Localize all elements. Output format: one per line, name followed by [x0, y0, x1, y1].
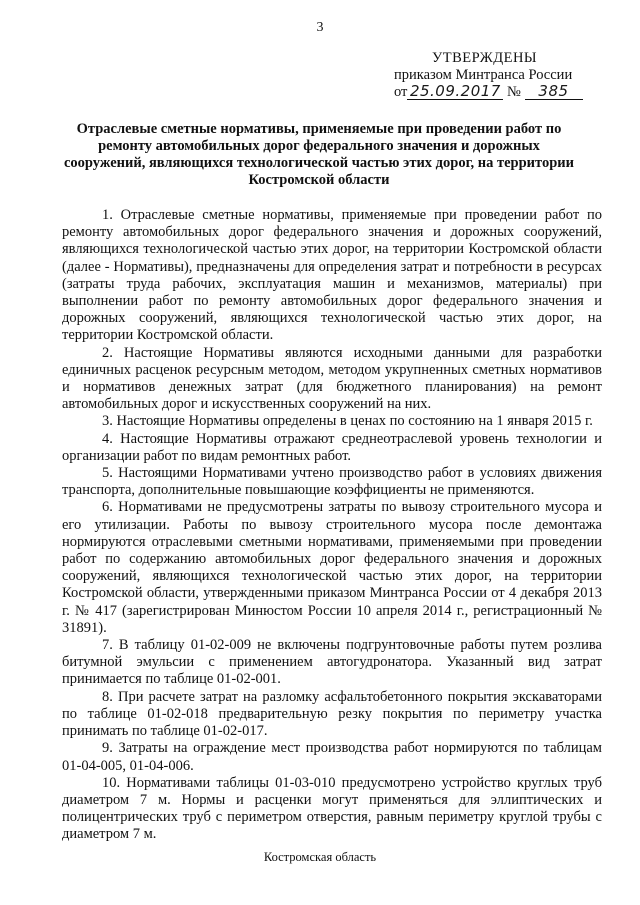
paragraph-4: 4. Настоящие Нормативы отражают среднеотраслевой уровень технологии и организации работ по видам ремонтных работ. [62, 430, 602, 464]
handwritten-number-value: 385 [538, 82, 569, 100]
number-prefix: № [507, 84, 521, 100]
date-prefix: от [394, 84, 408, 100]
paragraph-5: 5. Настоящими Нормативами учтено производство работ в условиях движения транспорта, дополнительные повышающие коэффициенты не применяются. [62, 465, 602, 499]
handwritten-number [525, 84, 583, 100]
document-body [62, 207, 602, 844]
paragraph-1: 1. Отраслевые сметные нормативы, применяемые при проведении работ по ремонту автомобильных дорог федерального значения и дорожных сооружений, являющихся технологической частью этих дорог, на территории Костромской области (далее - Нормативы), предназначены для определения затрат и потребности в ресурсах (затраты труда рабочих, эксплуатация машин и механизмов, материалы) при выполнении работ по ремонту автомобильных дорог федерального значения и дорожных сооружений, являющихся технологической частью этих дорог, на территории Костромской области. [62, 207, 602, 344]
paragraph-9: 9. Затраты на ограждение мест производства работ нормируются по таблицам 01-04-005, 01-04-006. [62, 740, 602, 774]
paragraph-8: 8. При расчете затрат на разломку асфальтобетонного покрытия экскаваторами по таблице 01-02-018 предварительную резку покрытия по периметру участка принимать по таблице 01-02-017. [62, 688, 602, 740]
handwritten-date [407, 84, 503, 100]
approval-order-line: приказом Минтранса России [394, 67, 573, 83]
page-footer: Костромская область [263, 850, 377, 864]
document-title: Отраслевые сметные нормативы, применяемые при проведении работ по ремонту автомобильных дорог федерального значения и дорожных сооружений, являющихся технологической частью этих дорог, на территории Костромской области [64, 121, 574, 188]
approval-date-line [394, 84, 614, 101]
approval-title: УТВЕРЖДЕНЫ [432, 50, 538, 66]
paragraph-6: 6. Нормативами не предусмотрены затраты по вывозу строительного мусора и его утилизации. Работы по вывозу строительного мусора после демонтажа нормируются отраслевыми сметными нормативами, применяемыми при проведении работ по содержанию автомобильных дорог федерального значения и дорожных сооружений, являющихся технологической частью этих дорог, на территории Костромской области, утвержденными приказом Минтранса России от 4 декабря 2013 г. № 417 (зарегистрирован Минюстом России 10 апреля 2014 г., регистрационный № 31891). [62, 499, 602, 636]
paragraph-7: 7. В таблицу 01-02-009 не включены подгрунтовочные работы путем розлива битумной эмульсии с применением автогудронатора. Указанный вид затрат принимается по таблице 01-02-001. [62, 637, 602, 688]
paragraph-2: 2. Настоящие Нормативы являются исходными данными для разработки единичных расценок ресурсным методом, методом укрупненных сметных нормативов и нормативов денежных затрат (для бюджетного планирования) на ремонт автомобильных дорог и искусственных сооружений на них. [62, 344, 602, 413]
paragraph-10: 10. Нормативами таблицы 01-03-010 предусмотрено устройство круглых труб диаметром 7 м. Нормы и расценки могут применяться для эллиптических и полицентрических труб с периметром отверстия, равным периметру круглой трубы с диаметром 7 м. [62, 774, 602, 843]
handwritten-date-value: 25.09.2017 [409, 82, 501, 100]
approval-stamp [394, 50, 614, 101]
paragraph-3: 3. Настоящие Нормативы определены в ценах по состоянию на 1 января 2015 г. [102, 413, 593, 430]
page-number: 3 [316, 20, 324, 35]
